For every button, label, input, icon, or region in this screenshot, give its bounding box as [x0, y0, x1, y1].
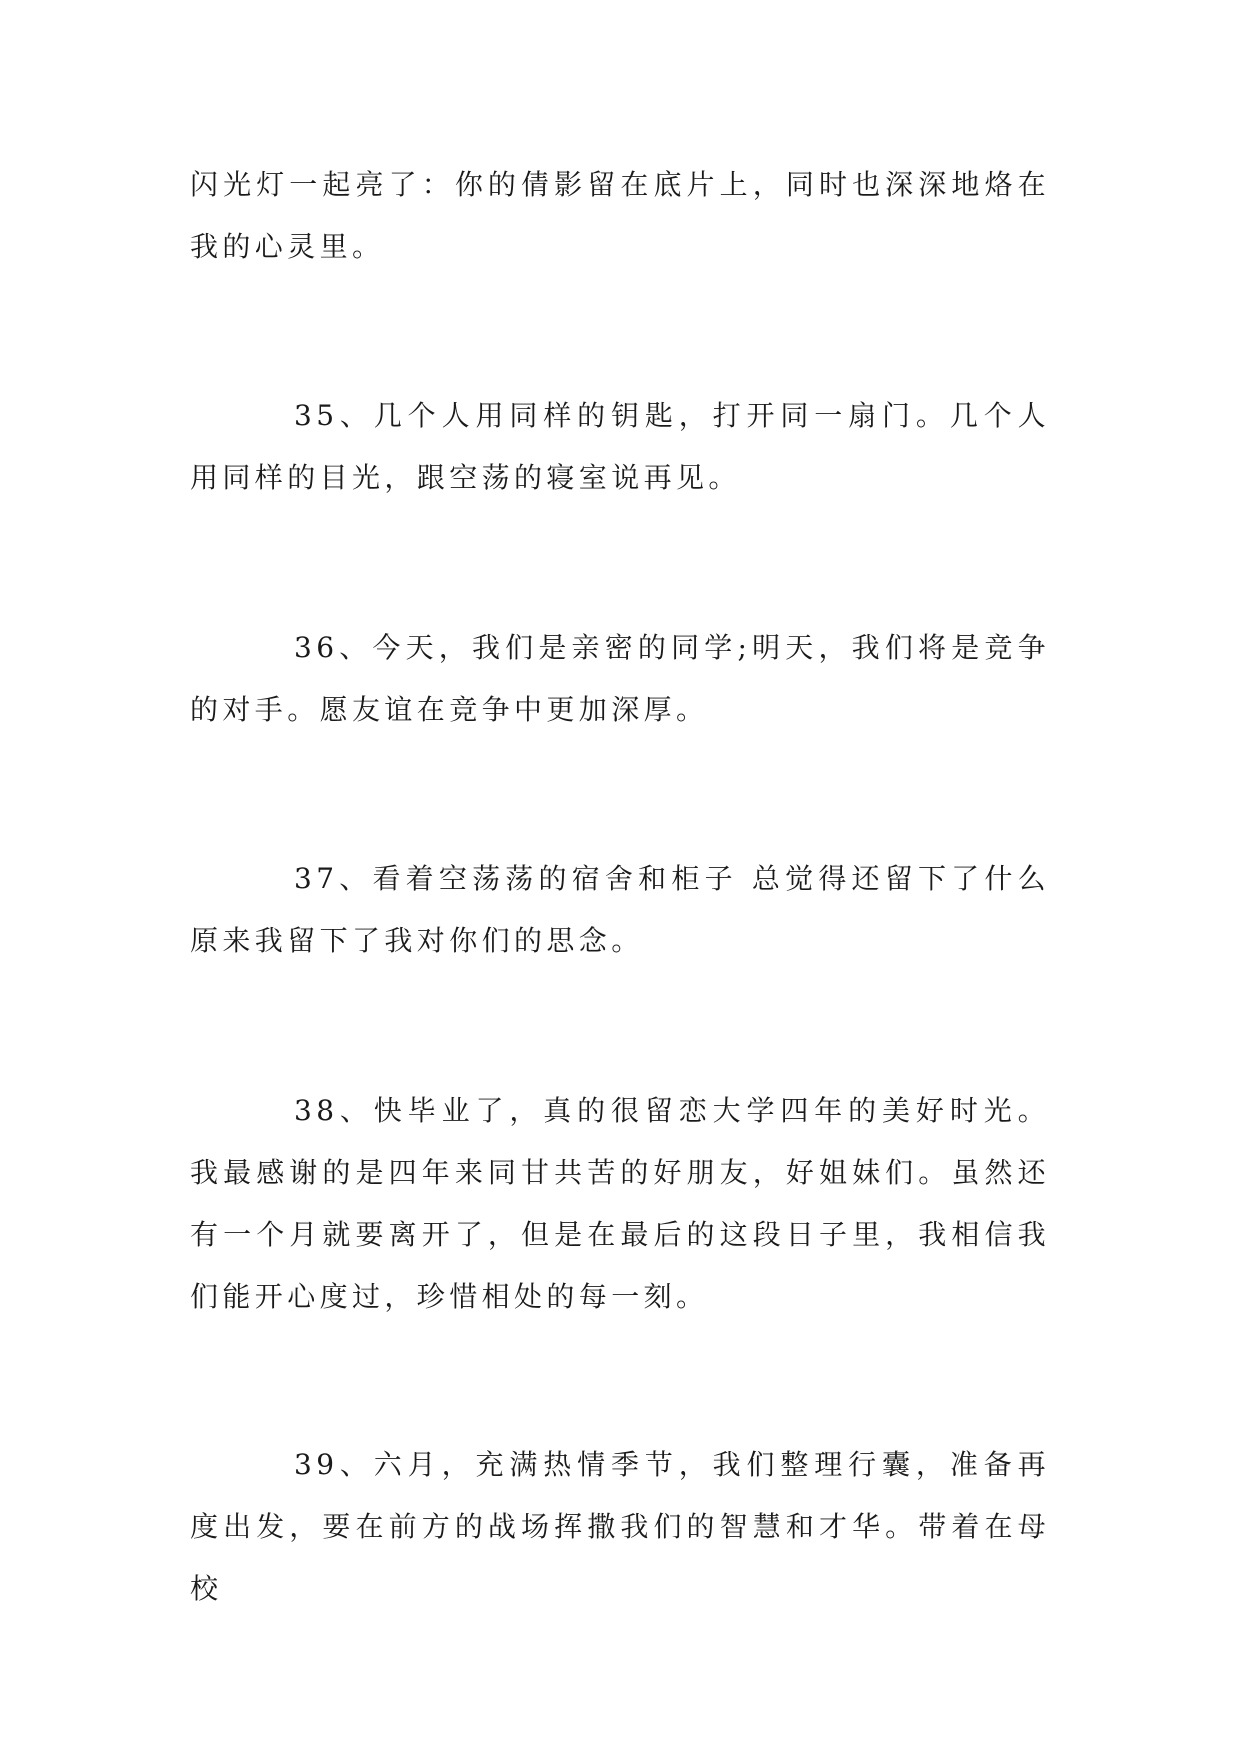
- paragraph-continuation: 闪光灯一起亮了：你的倩影留在底片上，同时也深深地烙在我的心灵里。: [190, 168, 1050, 263]
- paragraph-39: 39、六月，充满热情季节，我们整理行囊，准备再度出发，要在前方的战场挥撒我们的智慧和才华。带着在母校: [190, 1448, 1050, 1605]
- paragraph-36: 36、今天，我们是亲密的同学;明天，我们将是竞争的对手。愿友谊在竞争中更加深厚。: [190, 631, 1050, 726]
- paragraph-38: 38、快毕业了，真的很留恋大学四年的美好时光。我最感谢的是四年来同甘共苦的好朋友，好姐妹们。虽然还有一个月就要离开了，但是在最后的这段日子里，我相信我们能开心度过，珍惜相处的每一刻。: [190, 1094, 1050, 1313]
- paragraph-35: 35、几个人用同样的钥匙，打开同一扇门。几个人用同样的目光，跟空荡的寝室说再见。: [190, 399, 1050, 494]
- paragraph-37: 37、看着空荡荡的宿舍和柜子 总觉得还留下了什么原来我留下了我对你们的思念。: [190, 862, 1050, 957]
